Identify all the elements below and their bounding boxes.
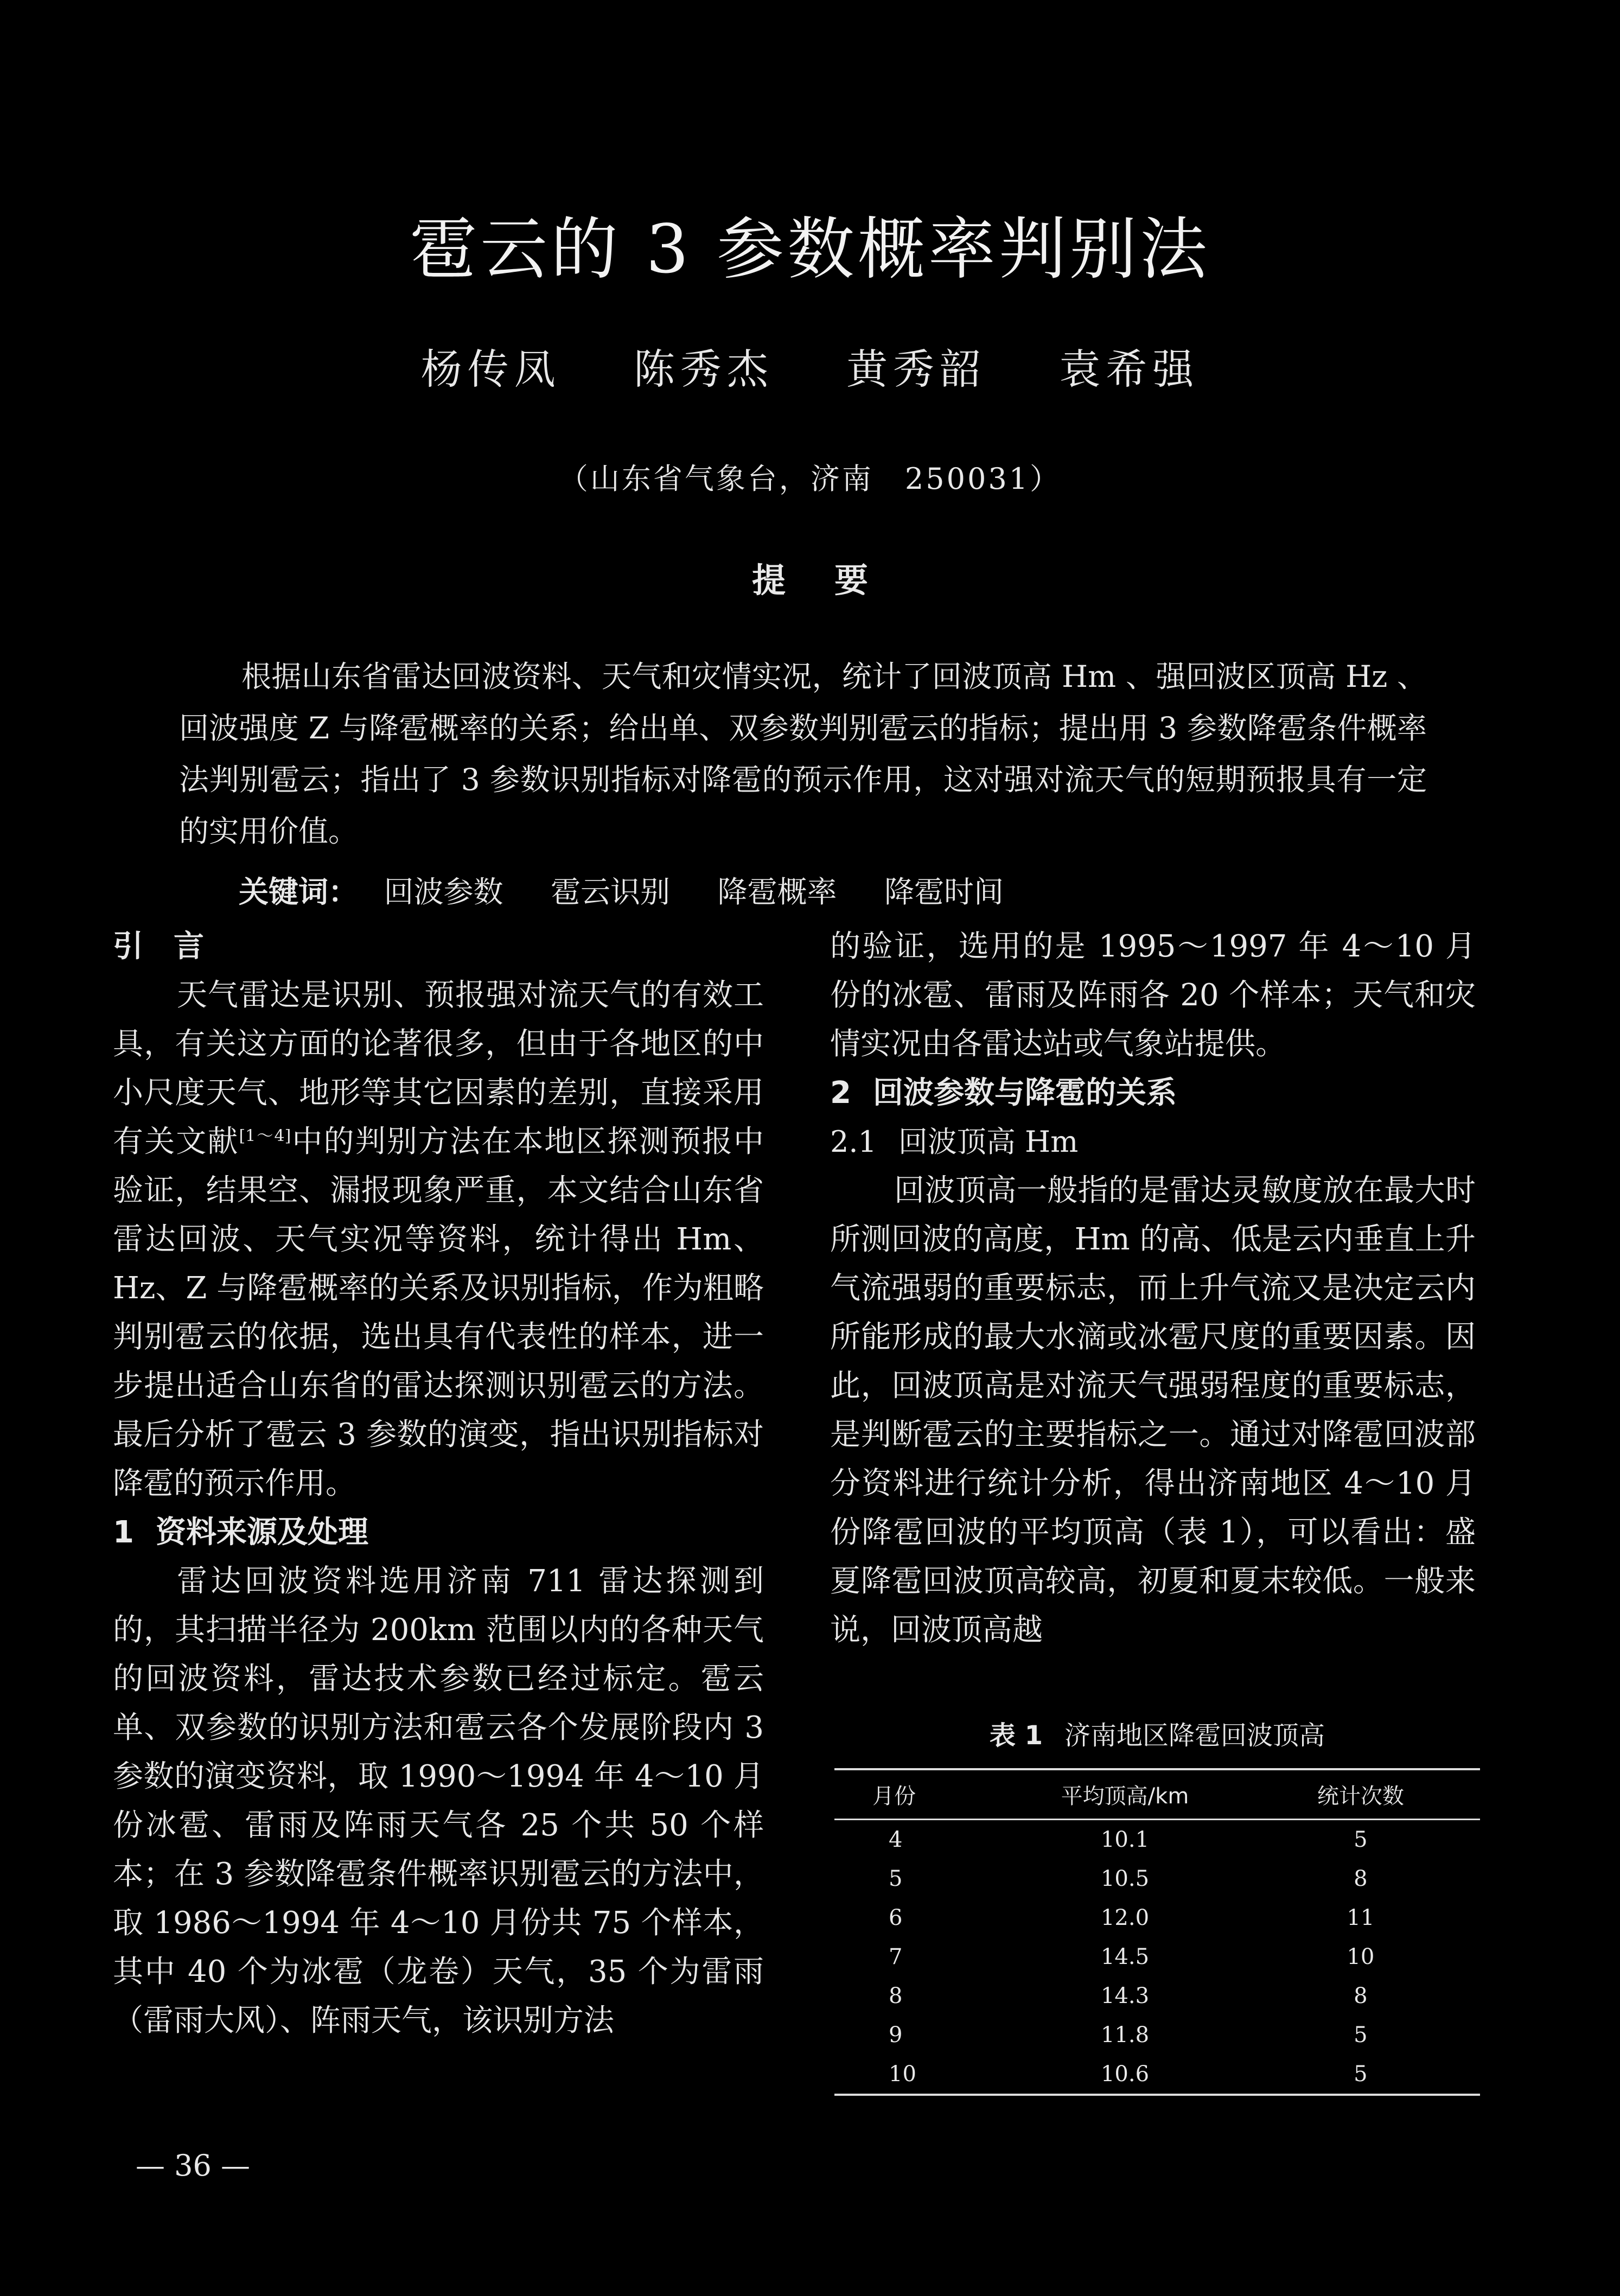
section-2-1-heading: 2.1 回波顶高 Hm [830, 1125, 1079, 1159]
page-number: — 36 — [136, 2148, 251, 2183]
table-caption: 表 1 济南地区降雹回波顶高 [989, 1720, 1325, 1751]
citation: [1～4] [239, 1126, 291, 1146]
table-header-row [834, 1769, 1480, 1820]
table-row: 5 10.5 8 [889, 1866, 1368, 1891]
affiliation: （山东省气象台，济南 250031） [558, 462, 1062, 496]
author-list [0, 336, 1620, 396]
section-2-heading: 2 回波参数与降雹的关系 [830, 1075, 1177, 1111]
author-name: 袁希强 [1059, 345, 1200, 393]
author-name: 杨传凤 [420, 345, 561, 393]
table-row: 9 11.8 5 [889, 2023, 1368, 2048]
table-row: 7 14.5 10 [889, 1944, 1375, 1969]
keyword: 雹云识别 [551, 875, 671, 909]
paper-title: 雹云的 3 参数概率判别法 [410, 211, 1210, 289]
left-column [113, 922, 764, 2045]
column-header: 统计次数 [1241, 1769, 1480, 1820]
abstract-text: 根据山东省雷达回波资料、天气和灾情实况，统计了回波顶高 Hm 、强回波区顶高 Hz 、回波强度 Z 与降雹概率的关系；给出单、双参数判别雹云的指标；提出用 3 参数降雹条件概率法判别雹云；指出了 3 参数识别指标对降雹的预示作用，这对强对流天气的短期预报具有一定的实用价值。 [179, 659, 1427, 849]
intro-paragraph: 天气雷达是识别、预报强对流天气的有效工具，有关这方面的论著很多，但由于各地区的中小尺度天气、地形等其它因素的差别，直接采用有关文献[1～4]中的判别方法在本地区探测预报中验证，结果空、漏报现象严重，本文结合山东省雷达回波、天气实况等资料，统计得出 Hm、Hz、Z 与降雹概率的关系及识别指标，作为粗略判别雹云的依据，选出具有代表性的样本，进一步提出适合山东省的雷达探测识别雹云的方法。最后分析了雹云 3 参数的演变，指出识别指标对降雹的预示作用。 [113, 978, 764, 1501]
author-name: 陈秀杰 [633, 345, 774, 393]
column-header: 平均顶高/km [1009, 1769, 1241, 1820]
column-header: 月份 [834, 1769, 1009, 1820]
intro-heading: 引 言 [113, 929, 204, 964]
section-1-heading: 1 资料来源及处理 [113, 1515, 368, 1550]
table-row: 10 10.6 5 [889, 2062, 1368, 2087]
data-table [834, 1768, 1480, 2096]
keyword: 回波参数 [384, 875, 503, 909]
table-row: 4 10.1 5 [889, 1827, 1368, 1852]
keywords-label: 关键词： [239, 875, 359, 909]
right-column [830, 922, 1476, 1655]
keyword: 降雹时间 [884, 875, 1004, 909]
keywords [239, 868, 1042, 911]
section-1-paragraph: 雷达回波资料选用济南 711 雷达探测到的，其扫描半径为 200km 范围以内的各种天气的回波资料，雷达技术参数已经过标定。雹云单、双参数的识别方法和雹云各个发展阶段内 3 参数的演变资料，取 1990～1994 年 4～10 月份冰雹、雷雨及阵雨天气各 25 个共 50 个样本；在 3 参数降雹条件概率识别雹云的方法中，取 1986～1994 年 4～10 月份共 75 个样本，其中 40 个为冰雹（龙卷）天气，35 个为雷雨（雷雨大风）、阵雨天气，该识别方法 [113, 1564, 764, 2038]
table-1 [834, 1714, 1480, 2096]
author-name: 黄秀韶 [846, 345, 987, 393]
table-row: 8 14.3 8 [889, 1984, 1368, 2008]
continued-paragraph: 的验证，选用的是 1995～1997 年 4～10 月份的冰雹、雷雨及阵雨各 20 个样本；天气和灾情实况由各雷达站或气象站提供。 [830, 929, 1476, 1062]
abstract-heading: 提要 [751, 560, 917, 600]
section-2-1-paragraph: 回波顶高一般指的是雷达灵敏度放在最大时所测回波的高度，Hm 的高、低是云内垂直上升气流强弱的重要标志，而上升气流又是决定云内所能形成的最大水滴或冰雹尺度的重要因素。因此，回波顶高是对流天气强弱程度的重要标志，是判断雹云的主要指标之一。通过对降雹回波部分资料进行统计分析，得出济南地区 4～10 月份降雹回波的平均顶高（表 1），可以看出：盛夏降雹回波顶高较高，初夏和夏末较低。一般来说，回波顶高越 [830, 1173, 1476, 1648]
table-row: 6 12.0 11 [889, 1905, 1375, 1930]
abstract [179, 651, 1427, 857]
keyword: 降雹概率 [717, 875, 837, 909]
